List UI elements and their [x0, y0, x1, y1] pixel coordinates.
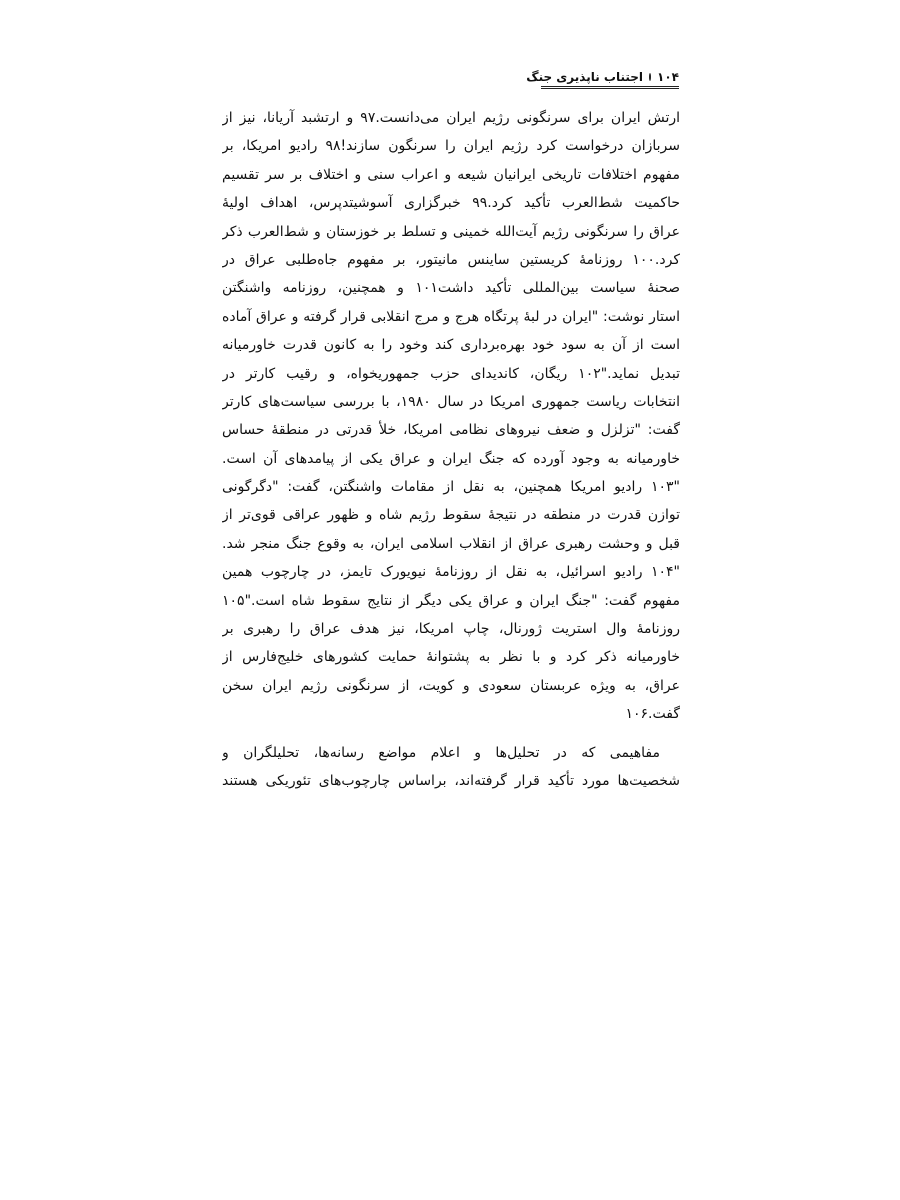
text-line: سربازان درخواست کرد رژیم ایران را سرنگون سازند!۹۸ رادیو امریکا، بر [222, 138, 680, 155]
paragraph-spacer [222, 729, 680, 739]
text-line: ارتش ایران برای سرنگونی رژیم ایران می‌دانست.۹۷ و ارتشبد آریانا، نیز از [222, 110, 680, 126]
body-text [222, 104, 680, 795]
text-line: عراق، به ویژه عربستان سعودی و کویت، از سرنگونی رژیم ایران سخن [222, 677, 680, 694]
text-line: کرد.۱۰۰ روزنامهٔ کریستین ساینس مانیتور، بر مفهوم جاه‌طلبی عراق در [222, 251, 680, 268]
circle-separator-icon [649, 73, 651, 81]
header-double-rule [541, 86, 679, 89]
text-line: توازن قدرت در منطقه در نتیجهٔ سقوط رژیم شاه و ظهور عراقی قوی‌تر از [222, 507, 680, 524]
text-line: مفهوم اختلافات تاریخی ایرانیان شیعه و اعراب سنی و اختلاف بر سر تقسیم [222, 166, 680, 183]
page-number: ۱۰۴ [657, 70, 679, 84]
chapter-title: اجتناب ناپذیری جنگ [526, 70, 644, 84]
text-line: "۱۰۴ رادیو اسرائیل، به نقل از روزنامهٔ نیویورک تایمز، در چارچوب همین [222, 564, 680, 581]
text-line: شخصیت‌ها مورد تأکید قرار گرفته‌اند، براساس چارچوب‌های تئوریکی هستند [222, 772, 680, 789]
paragraph-1 [222, 104, 680, 729]
text-line: تبدیل نماید."۱۰۲ ریگان، کاندیدای حزب جمهوریخواه، و رقیب کارتر در [222, 365, 680, 382]
text-line: حاکمیت شط‌العرب تأکید کرد.۹۹ خبرگزاری آسوشیتدپرس، اهداف اولیهٔ [222, 195, 680, 212]
running-head [526, 68, 679, 86]
text-line: مفاهیمی که در تحلیل‌ها و اعلام مواضع رسانه‌ها، تحلیلگران و [222, 744, 660, 761]
text-line: استار نوشت: "ایران در لبهٔ پرتگاه هرج و مرج انقلابی قرار گرفته و عراق آماده [222, 308, 680, 325]
paragraph-2 [222, 739, 680, 796]
text-line: عراق را سرنگونی رژیم آیت‌الله خمینی و تسلط بر خوزستان و شط‌العرب ذکر [222, 223, 680, 240]
text-line: گفت: "تزلزل و ضعف نیروهای نظامی امریکا، خلأ قدرتی در منطقهٔ حساس [222, 422, 680, 439]
text-line: "۱۰۳ رادیو امریکا همچنین، به نقل از مقامات واشنگتن، گفت: "دگرگونی [222, 479, 680, 496]
text-line: صحنهٔ سیاست بین‌المللی تأکید داشت۱۰۱ و همچنین، روزنامه واشنگتن [222, 280, 680, 297]
text-line: قبل و وحشت رهبری عراق از انقلاب اسلامی ایران، به وقوع جنگ منجر شد. [222, 535, 680, 552]
text-line: گفت.۱۰۶ [625, 706, 680, 723]
text-line: خاورمیانه ذکر کرد و با نظر به پشتوانهٔ حمایت کشورهای خلیج‌فارس از [222, 649, 680, 666]
text-line: مفهوم گفت: "جنگ ایران و عراق یکی دیگر از نتایج سقوط شاه است."۱۰۵ [222, 592, 680, 609]
text-line: انتخابات ریاست جمهوری امریکا در سال ۱۹۸۰، با بررسی سیاست‌های کارتر [222, 393, 680, 410]
text-line: است از آن به سود خود بهره‌برداری کند وخود را به کانون قدرت خاورمیانه [222, 337, 680, 354]
text-line: خاورمیانه به وجود آورده که جنگ ایران و عراق یکی از پیامدهای آن است. [222, 450, 680, 467]
text-line: روزنامهٔ وال استریت ژورنال، چاپ امریکا، نیز هدف عراق را رهبری بر [222, 621, 680, 638]
